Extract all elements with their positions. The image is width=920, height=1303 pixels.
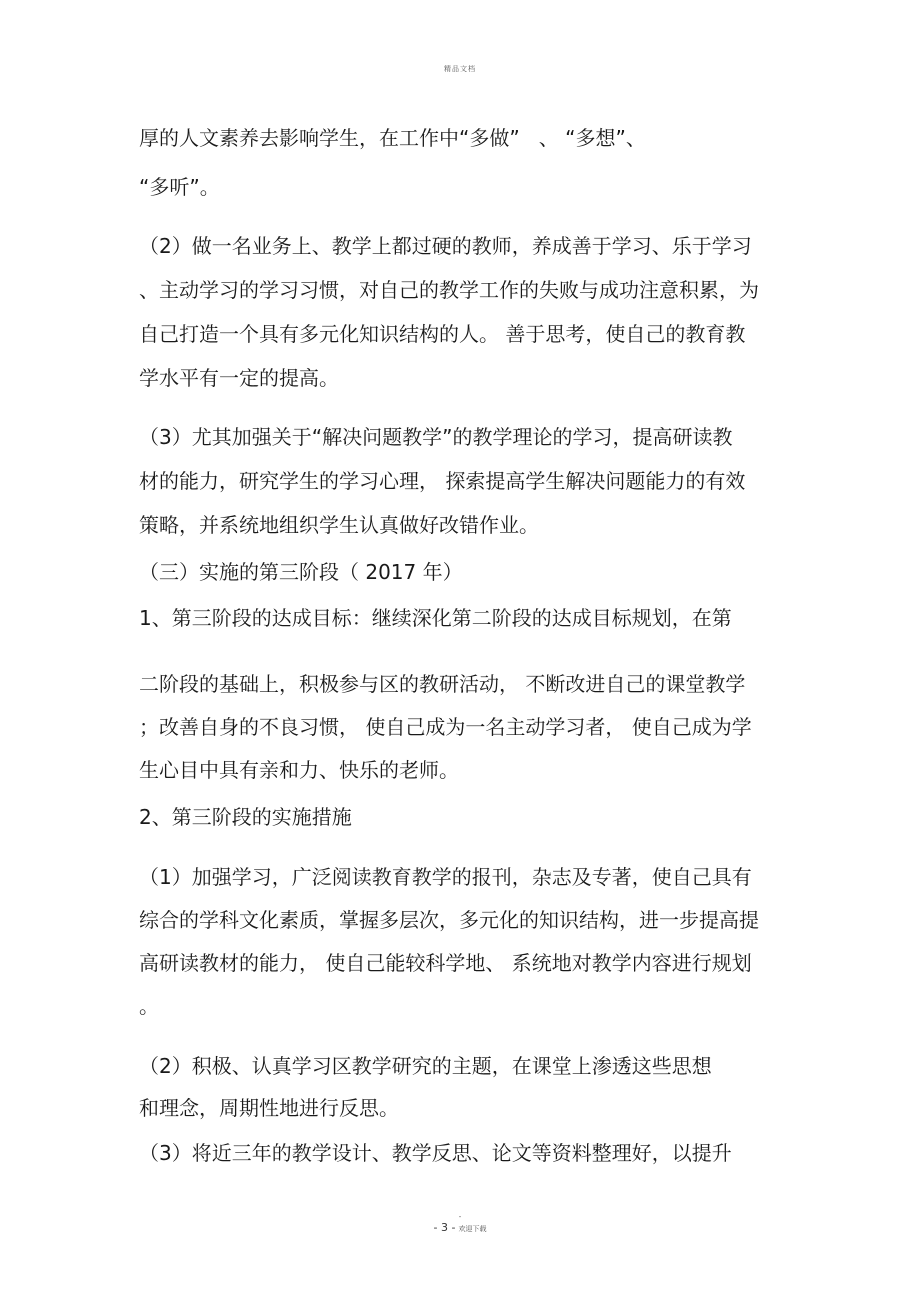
page-footer bbox=[0, 1221, 920, 1234]
header-mark: 精品文档 bbox=[444, 65, 476, 73]
text-line: 策略，并系统地组织学生认真做好改错作业。 bbox=[139, 513, 539, 537]
text-line: 材的能力，研究学生的学习心理， 探索提高学生解决问题能力的有效 bbox=[139, 469, 746, 493]
text-line: 。 bbox=[139, 994, 159, 1018]
text-line: 综合的学科文化素质，掌握多层次，多元化的知识结构，进一步提高提 bbox=[139, 908, 759, 932]
text-line: （3）尤其加强关于“解决问题教学”的教学理论的学习，提高研读教 bbox=[139, 425, 733, 449]
text-line: （3）将近三年的教学设计、教学反思、论文等资料整理好，以提升 bbox=[139, 1141, 732, 1165]
text-line: 高研读教材的能力， 使自己能较科学地、 系统地对教学内容进行规划 bbox=[139, 951, 752, 975]
section-heading: （三）实施的第三阶段（ 2017 年） bbox=[139, 560, 463, 584]
text-line: （2）积极、认真学习区教学研究的主题，在课堂上渗透这些思想 bbox=[139, 1054, 712, 1078]
footer-dot: - bbox=[458, 1213, 462, 1221]
text-line: 和理念，周期性地进行反思。 bbox=[139, 1096, 399, 1120]
download-text: 欢迎下载 bbox=[458, 1225, 487, 1233]
text-line: （1）加强学习，广泛阅读教育教学的报刊，杂志及专著，使自己具有 bbox=[139, 865, 752, 889]
text-line: ；改善自身的不良习惯， 使自己成为一名主动学习者， 使自己成为学 bbox=[139, 715, 752, 739]
text-line: 1、第三阶段的达成目标：继续深化第二阶段的达成目标规划，在第 bbox=[139, 606, 732, 630]
text-line: 自己打造一个具有多元化知识结构的人。 善于思考，使自己的教育教 bbox=[139, 322, 746, 346]
text-line: 厚的人文素养去影响学生，在工作中“多做” 、 “多想”、 bbox=[139, 126, 646, 150]
text-line: 2、第三阶段的实施措施 bbox=[139, 805, 352, 829]
text-line: （2）做一名业务上、教学上都过硬的教师，养成善于学习、乐于学习 bbox=[139, 234, 752, 258]
text-line: 二阶段的基础上，积极参与区的教研活动， 不断改进自己的课堂教学 bbox=[139, 672, 746, 696]
text-line: “多听”。 bbox=[139, 175, 220, 199]
text-line: 学水平有一定的提高。 bbox=[139, 366, 339, 390]
page-number: - 3 - bbox=[433, 1221, 456, 1234]
text-line: 生心目中具有亲和力、快乐的老师。 bbox=[139, 758, 459, 782]
text-line: 、主动学习的学习习惯，对自己的教学工作的失败与成功注意积累，为 bbox=[139, 278, 759, 302]
